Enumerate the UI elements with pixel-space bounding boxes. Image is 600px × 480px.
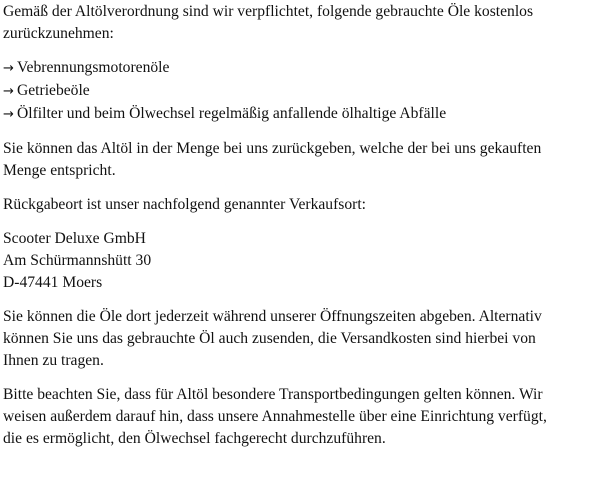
list-item-label: Vebrennungsmotorenöle (17, 59, 170, 76)
list-item (3, 57, 600, 80)
intro-line-1: Gemäß der Altölverordnung sind wir verpflichtet, folgende gebrauchte Öle kostenlos (3, 3, 534, 20)
return-amount-paragraph (3, 138, 600, 182)
arrow-right-icon: → (3, 61, 14, 76)
transport-note-line-1: Bitte beachten Sie, dass für Altöl besondere Transportbedingungen gelten können. Wir (3, 386, 543, 403)
drop-off-line-3: Ihnen zu tragen. (3, 352, 104, 369)
transport-note-line-3: die es ermöglicht, den Ölwechsel fachgerecht durchzuführen. (3, 430, 386, 447)
oil-type-list (3, 57, 600, 126)
list-item (3, 103, 600, 126)
intro-paragraph (3, 1, 600, 45)
list-item (3, 80, 600, 103)
transport-note-line-2: weisen außerdem darauf hin, dass unsere Annahmestelle über eine Einrichtung verfügt, (3, 408, 547, 425)
address-block (3, 228, 600, 294)
address-company: Scooter Deluxe GmbH (3, 230, 146, 247)
return-amount-line-1: Sie können das Altöl in der Menge bei uns zurückgeben, welche der bei uns gekauften (3, 140, 542, 157)
drop-off-line-2: können Sie uns das gebrauchte Öl auch zusenden, die Versandkosten sind hierbei von (3, 330, 536, 347)
arrow-right-icon: → (3, 84, 14, 99)
arrow-right-icon: → (3, 107, 14, 122)
transport-note-paragraph (3, 384, 600, 450)
return-location-paragraph (3, 194, 600, 216)
drop-off-paragraph (3, 306, 600, 372)
return-amount-line-2: Menge entspricht. (3, 162, 116, 179)
intro-line-2: zurückzunehmen: (3, 25, 114, 42)
address-city: D-47441 Moers (3, 274, 103, 291)
list-item-label: Ölfilter und beim Ölwechsel regelmäßig anfallende ölhaltige Abfälle (17, 105, 447, 122)
address-street: Am Schürmannshütt 30 (3, 252, 152, 269)
return-location-intro: Rückgabeort ist unser nachfolgend genannter Verkaufsort: (3, 196, 367, 213)
list-item-label: Getriebeöle (17, 82, 90, 99)
drop-off-line-1: Sie können die Öle dort jederzeit während unserer Öffnungszeiten abgeben. Alternativ (3, 308, 542, 325)
